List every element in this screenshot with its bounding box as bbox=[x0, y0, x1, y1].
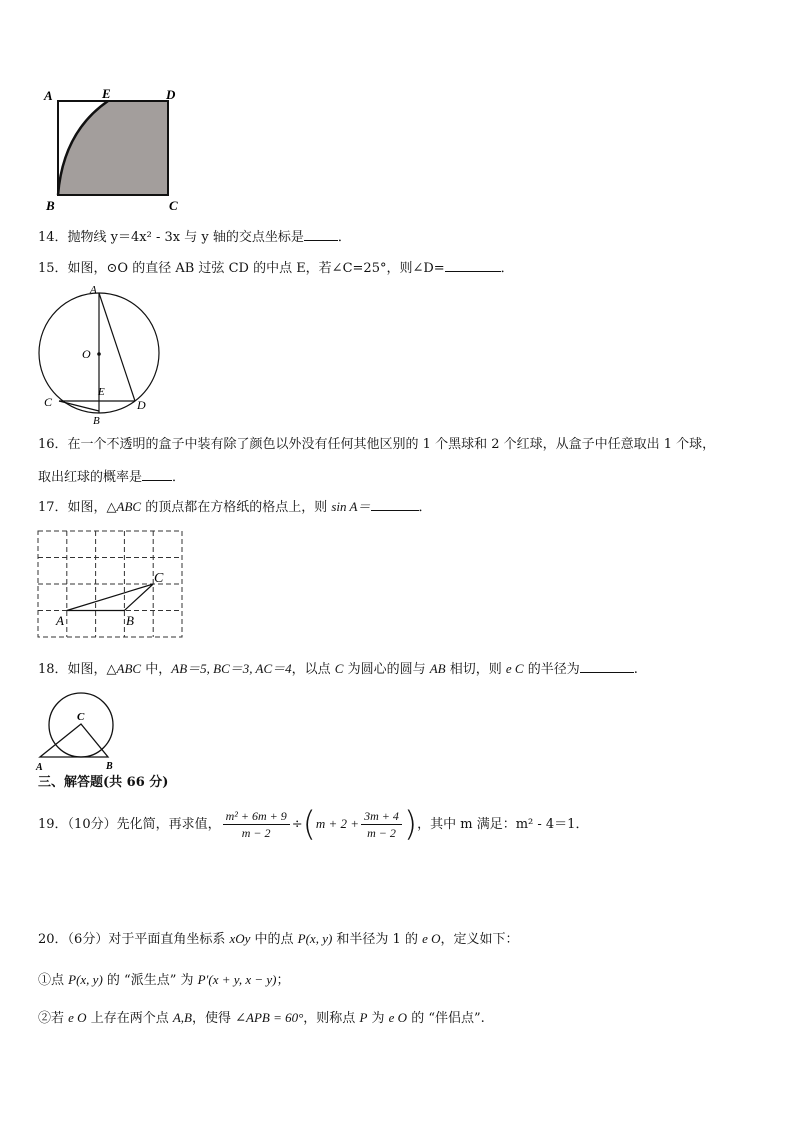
q19-divide: ÷ bbox=[291, 817, 303, 832]
q17-triangle: △ABC bbox=[106, 499, 142, 514]
q20-line3-d: ，则称点 bbox=[303, 1011, 360, 1026]
label-e: E bbox=[98, 386, 105, 398]
q16-end: ． bbox=[172, 470, 186, 485]
q19-right-paren: ) bbox=[403, 804, 418, 845]
q20-line3-e: 为 bbox=[367, 1011, 389, 1026]
q19-fraction-1 bbox=[223, 808, 290, 841]
q20-line1-d: ，定义如下： bbox=[440, 932, 519, 947]
label-a: A bbox=[90, 284, 97, 296]
q18-mid1: 中， bbox=[141, 662, 172, 677]
q20-line2-b: 的 “派生点” 为 bbox=[102, 973, 198, 988]
figure-18-circle bbox=[34, 690, 124, 776]
q19-prefix: 19．（10分）先化简，再求值， bbox=[38, 817, 221, 832]
center-dot bbox=[97, 352, 101, 356]
question-16-line-1 bbox=[38, 436, 715, 454]
label-a: A bbox=[36, 762, 43, 773]
q20-points-ab: A,B bbox=[172, 1010, 192, 1025]
label-b: B bbox=[93, 415, 100, 427]
q14-answer-blank bbox=[304, 228, 338, 241]
question-17 bbox=[38, 498, 432, 517]
question-20-line-2 bbox=[38, 971, 289, 990]
label-d: D bbox=[166, 87, 176, 102]
figure-15-circle bbox=[30, 282, 170, 427]
q19-frac1-denominator: m − 2 bbox=[241, 826, 271, 840]
q20-xoy: xOy bbox=[229, 931, 251, 946]
q19-frac2-denominator: m − 2 bbox=[367, 826, 396, 840]
q18-answer-blank bbox=[580, 660, 634, 673]
question-19 bbox=[38, 803, 588, 847]
q17-answer-blank bbox=[371, 498, 419, 511]
label-c: C bbox=[169, 198, 178, 213]
q16-answer-blank bbox=[142, 468, 172, 481]
q20-line3-c: ，使得 bbox=[191, 1011, 236, 1026]
q20-circle-o-2: e O bbox=[68, 1010, 87, 1025]
label-a: A bbox=[56, 613, 64, 628]
q18-mid5: 的半径为 bbox=[523, 662, 580, 677]
q20-circle-o: e O bbox=[422, 931, 441, 946]
q19-inner: m + 2 + bbox=[315, 816, 360, 831]
triangle-abc bbox=[67, 584, 153, 611]
q18-mid2: ，以点 bbox=[291, 662, 335, 677]
q19-frac2-numerator: 3m + 4 bbox=[361, 808, 402, 825]
shaded-region bbox=[58, 101, 168, 195]
q20-angle: ∠APB = 60° bbox=[235, 1010, 304, 1025]
q15-text: 15．如图，⊙O 的直径 AB 过弦 CD 的中点 E，若∠C=25°，则∠D= bbox=[38, 261, 445, 276]
q20-line3-f: 的 “伴侣点”. bbox=[407, 1011, 485, 1026]
q18-c: C bbox=[334, 661, 344, 676]
q20-circle-o-3: e O bbox=[388, 1010, 408, 1025]
q18-circle: e C bbox=[505, 661, 524, 676]
q18-end: . bbox=[633, 662, 638, 677]
question-16-line-2 bbox=[38, 468, 185, 487]
segment-ad bbox=[99, 293, 135, 401]
q18-prefix: 18．如图， bbox=[38, 662, 107, 677]
q15-answer-blank bbox=[445, 259, 501, 272]
q17-prefix: 17．如图， bbox=[38, 500, 107, 515]
q20-line1-c: 和半径为 1 的 bbox=[332, 932, 423, 947]
q20-point-p-prime: P′(x + y, x − y) bbox=[197, 972, 277, 987]
q20-line1-a: 20．（6分）对于平面直角坐标系 bbox=[38, 932, 230, 947]
q19-left-paren: ( bbox=[302, 804, 316, 845]
q20-p: P bbox=[359, 1010, 368, 1025]
label-c: C bbox=[44, 395, 53, 409]
label-e: E bbox=[102, 86, 111, 101]
label-a: A bbox=[44, 88, 53, 103]
q20-point-p: P(x, y) bbox=[297, 931, 333, 946]
label-c: C bbox=[154, 571, 164, 586]
question-20-line-1 bbox=[38, 930, 519, 949]
figure-13-square bbox=[38, 82, 188, 214]
q20-line3-a: ②若 bbox=[38, 1011, 69, 1026]
label-b: B bbox=[46, 198, 55, 213]
q20-line2-a: ①点 bbox=[38, 973, 69, 988]
question-14 bbox=[38, 228, 351, 247]
label-o: O bbox=[82, 347, 91, 361]
q14-end: ． bbox=[337, 230, 351, 245]
q18-triangle: △ABC bbox=[106, 661, 142, 676]
q18-mid3: 为圆心的圆与 bbox=[343, 662, 430, 677]
q20-line2-c: ； bbox=[276, 973, 290, 988]
q17-end: ． bbox=[418, 500, 432, 515]
label-b: B bbox=[106, 761, 113, 772]
q17-sin: sin A＝ bbox=[331, 499, 371, 514]
question-18 bbox=[38, 660, 638, 679]
label-c: C bbox=[77, 711, 85, 723]
section-3-title: 三、解答题(共 66 分) bbox=[38, 775, 169, 790]
q14-text: 14．抛物线 y＝4x² - 3x 与 y 轴的交点坐标是 bbox=[38, 230, 304, 245]
q17-mid: 的顶点都在方格纸的格点上，则 bbox=[141, 500, 332, 515]
section-3-heading bbox=[38, 774, 168, 792]
q15-end: ． bbox=[500, 261, 514, 276]
q20-point-p-2: P(x, y) bbox=[68, 972, 103, 987]
q19-frac1-numerator: m² + 6m + 9 bbox=[223, 808, 290, 825]
q18-ab: AB bbox=[429, 661, 446, 676]
question-20-line-3 bbox=[38, 1009, 485, 1028]
q20-line1-b: 中的点 bbox=[250, 932, 298, 947]
q19-suffix: ，其中 m 满足：m² - 4＝1． bbox=[417, 817, 589, 832]
q20-line3-b: 上存在两个点 bbox=[86, 1011, 173, 1026]
q19-fraction-2 bbox=[361, 808, 402, 841]
question-15 bbox=[38, 259, 514, 278]
label-d: D bbox=[137, 398, 146, 412]
q18-given: AB＝5, BC＝3, AC＝4 bbox=[171, 661, 292, 676]
q16-line-1: 16．在一个不透明的盒子中装有除了颜色以外没有任何其他区别的 1 个黑球和 2 个红球，从盒子中任意取出 1 个球， bbox=[38, 437, 716, 452]
figure-17-grid bbox=[34, 528, 186, 640]
label-b: B bbox=[126, 613, 134, 628]
q18-mid4: 相切，则 bbox=[445, 662, 506, 677]
q16-line-2: 取出红球的概率是 bbox=[38, 470, 143, 485]
